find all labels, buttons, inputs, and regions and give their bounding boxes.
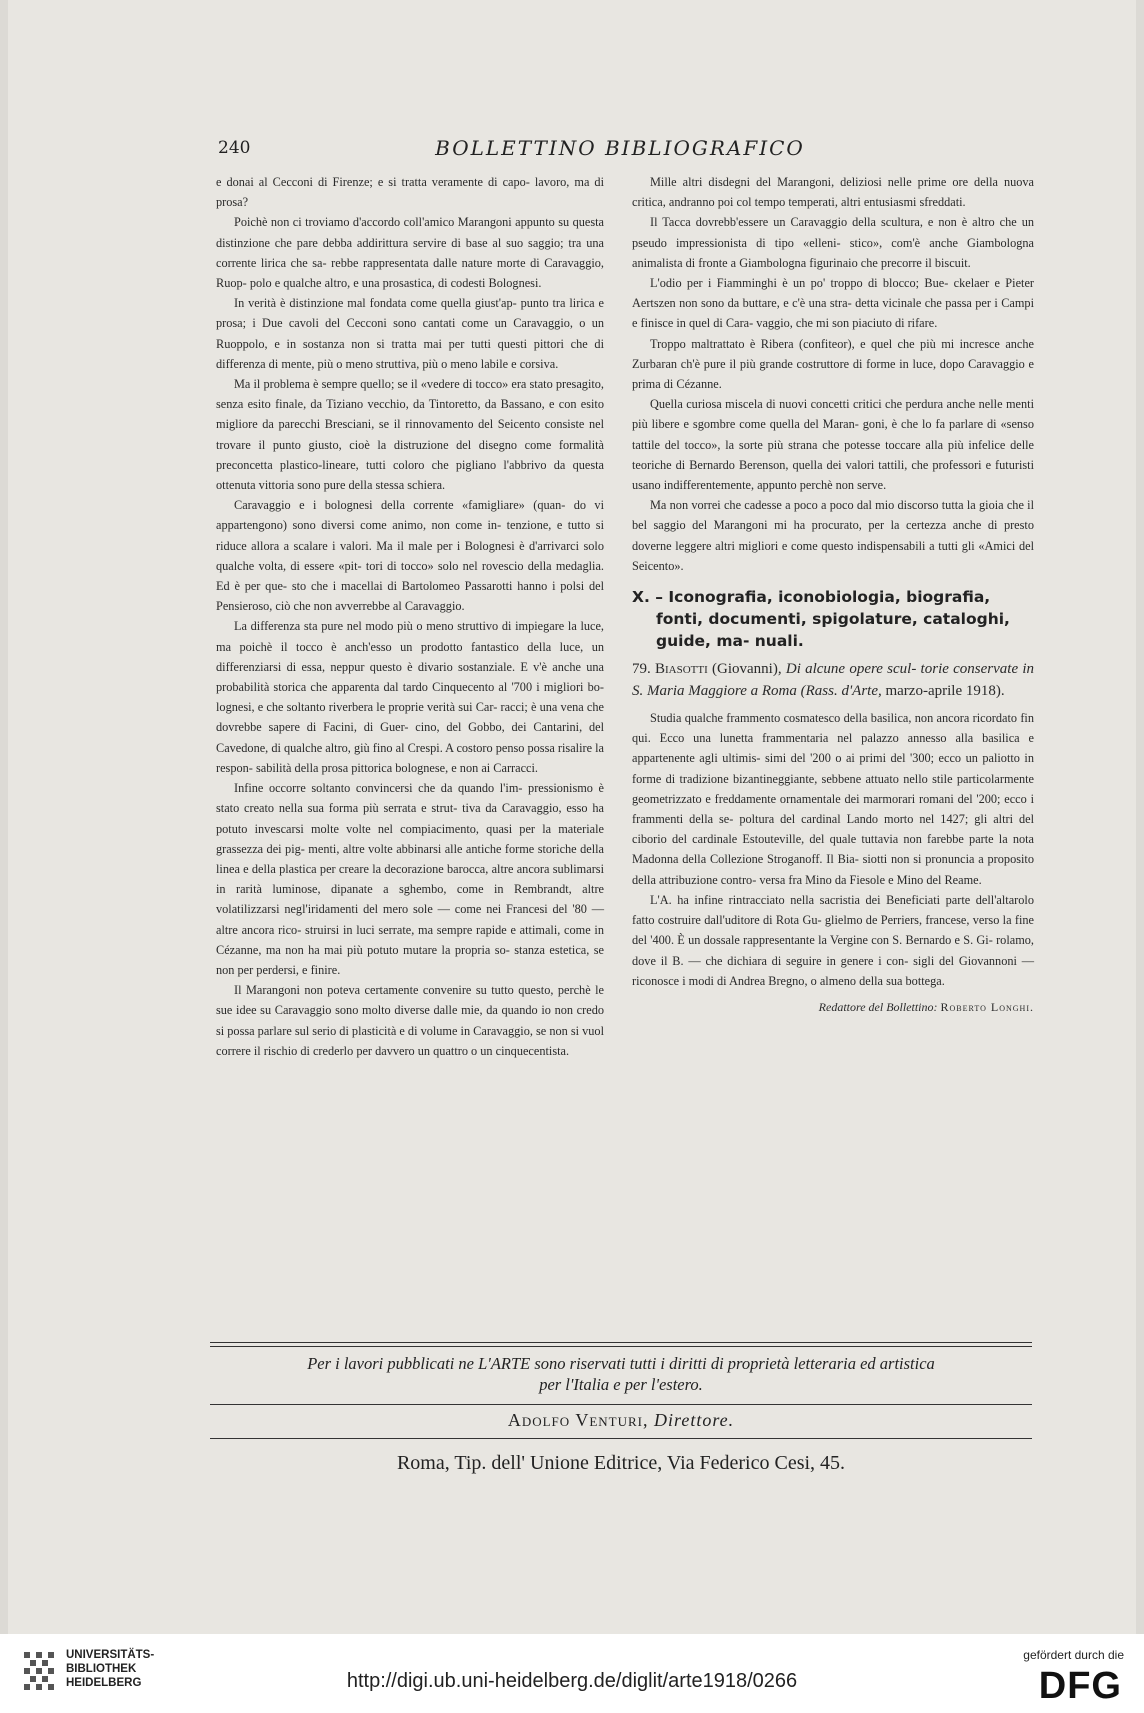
dfg-logo: DFG	[1038, 1665, 1122, 1707]
entry-title: Di alcune opere scul- torie conservate in S. Maria Maggiore a Roma	[632, 661, 1035, 700]
director-name: Adolfo Venturi,	[507, 1410, 649, 1430]
divider	[210, 1438, 1032, 1439]
library-name-line: BIBLIOTHEK	[66, 1663, 137, 1675]
library-name-line: UNIVERSITÄTS-	[66, 1649, 155, 1661]
paragraph: Quella curiosa miscela di nuovi concetti critici che perdura anche nelle menti più libere e sgombre come quella del Maran- goni, è che lo fa parlare di «senso tattile del tocco», la sorte più strana che potesse toccare alla più infelice delle teoriche di Bernardo Berenson, quella dei valori tattili, che professori e futuristi usano indifferentemente, appunto perchè non serve.	[632, 397, 1034, 493]
paragraph: L'A. ha infine rintracciato nella sacristia dei Beneficiati parte dell'altarolo fatto costruire dall'uditore di Rota Gu- glielmo de Perriers, francese, verso la fine del '400. È un dossale rappresentante la Vergine con S. Bernardo e S. Gi- rolamo, dove il B. — che dichiara di seguire in genere i con- sigli del Giovannoni — riconosce i modi di Andrea Bregno, o almeno della sua bottega.	[632, 892, 1034, 988]
paragraph: Caravaggio e i bolognesi della corrente «famigliare» (quan- do vi appartengono) sono diversi come animo, non come in- tenzione, e tutto si riduce allora a scalare i valori. Ma il male per i Bolognesi è d'arrivarci solo qualche volta, di essere «pit- tori di tocco» solo nel rovescio della medaglia. Ed è per que- sto che i macellai di Bartolomeo Passarotti hanno i polsi del Pensieroso, ciò che non avverrebbe al Caravaggio.	[216, 498, 604, 614]
source-url[interactable]: http://digi.ub.uni-heidelberg.de/diglit/arte1918/0266	[346, 1670, 798, 1692]
entry-source: (Rass. d'Arte,	[800, 683, 882, 700]
paragraph: Ma non vorrei che cadesse a poco a poco dal mio discorso tutta la gioia che il bel saggio del Marangoni mi ha procurato, per la certezza anche di presto doverne leggere altri migliori e come questo indispensabili a tutti gli «Amici del Seicento».	[632, 498, 1034, 573]
digitization-footer	[0, 1634, 1144, 1713]
editor-label: Redattore del Bollettino:	[818, 999, 938, 1014]
paragraph: Infine occorre soltanto convincersi che da quando l'im- pressionismo è stato creato nella sua forma più serrata e strut- tiva da Caravaggio, esso ha potuto invescarsi molte volte nel compiacimento, quasi per la materiale grassezza dei pig- menti, altre volte abbinarsi alle antiche forme storiche della linea e della plastica per creare la decorazione barocca, altre ancora sublimarsi in rarità luminose, dipanate a sghembo, come in Rembrandt, altre volatilizzarsi negl'iridamenti del mero sole — come nei Francesi del '80 — altre ancora rico- struirsi in luci serrate, ma sempre rapide e attimali, come in Cézanne, ma non ha mai più potuto mutare la propria so- stanza estetica, se non per perdersi, e finire.	[216, 781, 604, 977]
editor-credit	[632, 997, 1034, 1017]
editor-name: Roberto Longhi.	[940, 999, 1034, 1014]
right-column	[632, 172, 1034, 1017]
printer-line: Roma, Tip. dell' Unione Editrice, Via Federico Cesi, 45.	[396, 1452, 846, 1474]
divider	[210, 1404, 1032, 1405]
rights-line: Per i lavori pubblicati ne L'ARTE sono riservati tutti i diritti di proprietà letteraria ed artistica	[307, 1354, 935, 1373]
paragraph: La differenza sta pure nel modo più o meno struttivo di impiegare la luce, ma poichè il tocco è anch'esso un prodotto fantastico della luce, un differenziarsi di essa, neppur questo è divario sostanziale. E v'è anche una probabilità storica che apparenta dal tardo Cinquecento al '700 i migliori bo- lognesi, e che soltanto riverbera le proprie verità sui Car- racci; è una vena che dovrebbe sapere di Facini, di Guer- cino, del Gobbo, dei Cantarini, del Cavedone, di qualche altro, giù fino al Crespi. A costoro penso possa risalire la respon- sabilità della prosa pittorica bolognese, e non ai Carracci.	[216, 619, 604, 775]
paragraph: Mille altri disdegni del Marangoni, deliziosi nelle prime ore della nuova critica, andranno poi col tempo temperati, altri entusiasmi sfreddati.	[632, 175, 1034, 210]
divider	[210, 1342, 1032, 1343]
section-heading: X. – Iconografia, iconobiologia, biografia, fonti, documenti, spigolature, cataloghi, guide, ma- nuali.	[632, 588, 1010, 651]
page-header	[210, 132, 1030, 162]
paragraph: Il Tacca dovrebb'essere un Caravaggio della scultura, e non è altro che un pseudo impressionista di tipo «elleni- stico», com'è anche Giambologna animalista di fronte a Giambologna figurinaio che precorre il biscuit.	[632, 215, 1034, 270]
paragraph: Studia qualche frammento cosmatesco della basilica, non ancora ricordato fin qui. Ecco una lunetta frammentaria nel palazzo annesso alla basilica e appartenente agli ultimis- simi del '200 o ai primi del '300; ecco un paliotto in forme di tradizione bizantineggiante, sebbene attuato nello stile particolarmente geometrizzato e freddamente ornamentale dei marmorari romani del '200; ecco i frammenti della se- poltura del cardinal Lando morto nel 1427; gli altri del ciborio del cardinale Estouteville, del quale tuttavia non farebbe parte la nota Madonna della Collezione Stroganoff. Il Bia- siotti non si pronuncia a proposito della attribuzione contro- versa fra Mino da Fiesole e Mino del Reame.	[632, 711, 1034, 887]
director-title: Direttore.	[654, 1410, 735, 1430]
page-number: 240	[218, 138, 251, 158]
paragraph: In verità è distinzione mal fondata come quella giust'ap- punto tra lirica e prosa; i Due cavoli del Cecconi sono cantati come un Caravaggio, o un Ruoppolo, e in sostanza non si tratta mai per tutti questi pittori che di differenza di mente, più o meno struttiva, più o meno labile e corsiva.	[216, 296, 604, 371]
library-name-line: HEIDELBERG	[66, 1677, 142, 1689]
running-title: BOLLETTINO BIBLIOGRAFICO	[435, 136, 805, 160]
left-column	[216, 172, 604, 1061]
entry-author-rest: (Giovanni),	[712, 661, 782, 678]
entry-number: 79.	[632, 661, 651, 678]
paragraph: e donai al Cecconi di Firenze; e si tratta veramente di capo- lavoro, ma di prosa?	[216, 175, 604, 210]
paragraph: Il Marangoni non poteva certamente convenire su tutto questo, perchè le sue idee su Caravaggio sono molto diverse dalle mie, da quando io non credo si possa parlare sul serio di plasticità e di volume in Caravaggio, se non si vuol correre il rischio di crederlo per davvero un quattro o un cinquecentista.	[216, 983, 604, 1058]
director-line	[210, 1410, 1032, 1431]
divider	[210, 1346, 1032, 1347]
paragraph: Troppo maltrattato è Ribera (confiteor), e quel che più mi incresce anche Zurbaran ch'è pure il più grande costruttore di forme in luce, dopo Caravaggio e prima di Cézanne.	[632, 336, 1034, 392]
paragraph: L'odio per i Fiamminghi è un po' troppo di blocco; Bue- ckelaer e Pieter Aertszen non sono da buttare, e c'è una stra- detta vicinale che passa per i Campi e finisce in quel di Cara- vaggio, che mi son piaciuto di rifare.	[632, 276, 1034, 331]
rights-line: per l'Italia e per l'estero.	[539, 1375, 703, 1394]
entry-date: marzo-aprile 1918).	[885, 683, 1005, 700]
paragraph: Poichè non ci troviamo d'accordo coll'amico Marangoni appunto su questa distinzione che pare debba addirittura servire di base al suo saggio; tra una corrente lirica che sa- rebbe rappresentata dalle nature morte di Caravaggio, Ruop- polo e qualche altro, e una prosastica, di codesti Bolognesi.	[216, 215, 604, 291]
rights-notice	[210, 1353, 1032, 1395]
bibliography-entry	[632, 658, 1034, 702]
funder-label: gefördert durch die	[1023, 1648, 1124, 1662]
paragraph: Ma il problema è sempre quello; se il «vedere di tocco» era stato presagito, senza esito finale, da Tiziano vecchio, da Tintoretto, da Bassano, e con esito migliore da parecchi Bresciani, se il rinnovamento del Seicento consiste nel trovare il punto giusto, cioè la distruzione del disegno come formalità preconcetta plastico-lineare, tutti coloro che pigliano l'abbrivo da questa ottenuta vittoria sono pure della stessa schiera.	[216, 377, 604, 493]
entry-author: Biasotti	[655, 661, 708, 678]
